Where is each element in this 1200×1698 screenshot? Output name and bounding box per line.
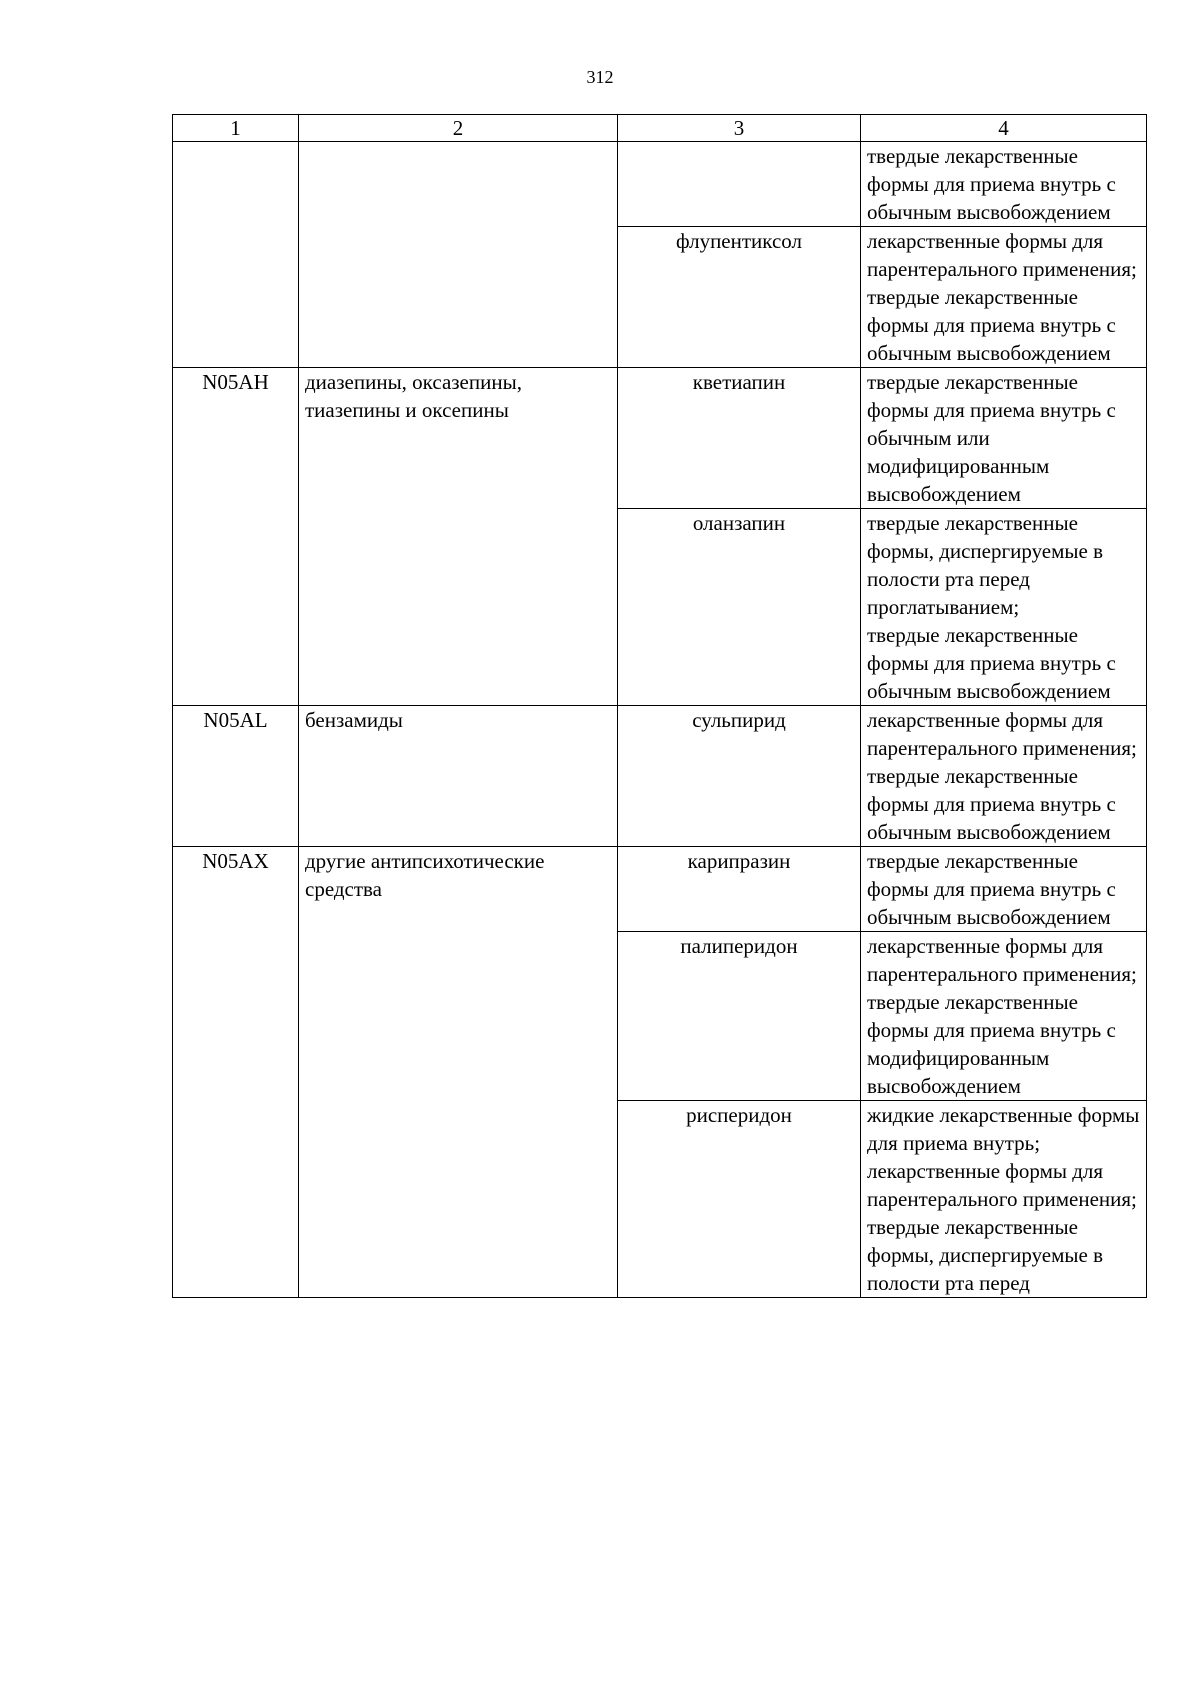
atc-code-cell: N05AX: [173, 847, 299, 1298]
drug-name-cell: рисперидон: [618, 1101, 861, 1298]
dosage-form: лекарственные формы для парентерального применения;: [867, 229, 1137, 281]
dosage-form: твердые лекарственные формы для приема внутрь с обычным или модифицированным высвобождением: [867, 370, 1116, 506]
dosage-forms-cell: [861, 1101, 1147, 1298]
drug-name-cell: сульпирид: [618, 706, 861, 847]
drug-name-cell: оланзапин: [618, 509, 861, 706]
group-name-cell: бензамиды: [299, 706, 618, 847]
atc-code-cell: [173, 142, 299, 368]
table-row: [173, 847, 1147, 932]
table-row: [173, 706, 1147, 847]
page-number: 312: [586, 67, 614, 87]
dosage-form: лекарственные формы для парентерального применения;: [867, 934, 1137, 986]
dosage-form: твердые лекарственные формы для приема внутрь с обычным высвобождением: [867, 144, 1116, 224]
drug-name-cell: карипразин: [618, 847, 861, 932]
drug-table: [172, 114, 1147, 1298]
dosage-form: твердые лекарственные формы для приема внутрь с обычным высвобождением: [867, 285, 1116, 365]
dosage-form: твердые лекарственные формы для приема внутрь с обычным высвобождением: [867, 849, 1116, 929]
dosage-form: жидкие лекарственные формы для приема внутрь;: [867, 1103, 1140, 1155]
atc-code-cell: N05AH: [173, 368, 299, 706]
dosage-forms-cell: [861, 368, 1147, 509]
drug-name-cell: палиперидон: [618, 932, 861, 1101]
drug-name-cell: кветиапин: [618, 368, 861, 509]
dosage-forms-cell: [861, 932, 1147, 1101]
dosage-form: твердые лекарственные формы для приема внутрь с модифицированным высвобождением: [867, 990, 1116, 1098]
dosage-forms-cell: [861, 706, 1147, 847]
dosage-form: лекарственные формы для парентерального применения;: [867, 1159, 1137, 1211]
group-name-cell: [299, 142, 618, 368]
header-col-4: 4: [861, 115, 1147, 142]
header-col-3: 3: [618, 115, 861, 142]
dosage-forms-cell: [861, 847, 1147, 932]
dosage-form: твердые лекарственные формы для приема внутрь с обычным высвобождением: [867, 623, 1116, 703]
header-col-2: 2: [299, 115, 618, 142]
dosage-form: твердые лекарственные формы для приема внутрь с обычным высвобождением: [867, 764, 1116, 844]
dosage-form: твердые лекарственные формы, диспергируемые в полости рта перед: [867, 1215, 1103, 1295]
header-col-1: 1: [173, 115, 299, 142]
dosage-form: лекарственные формы для парентерального применения;: [867, 708, 1137, 760]
dosage-forms-cell: [861, 227, 1147, 368]
dosage-forms-cell: [861, 142, 1147, 227]
drug-name-cell: флупентиксол: [618, 227, 861, 368]
table-row: [173, 368, 1147, 509]
group-name-cell: диазепины, оксазепины, тиазепины и оксепины: [299, 368, 618, 706]
header-row: [173, 115, 1147, 142]
atc-code-cell: N05AL: [173, 706, 299, 847]
table-row: [173, 142, 1147, 227]
dosage-form: твердые лекарственные формы, диспергируемые в полости рта перед проглатыванием;: [867, 511, 1103, 619]
dosage-forms-cell: [861, 509, 1147, 706]
group-name-cell: другие антипсихотические средства: [299, 847, 618, 1298]
drug-name-cell: [618, 142, 861, 227]
